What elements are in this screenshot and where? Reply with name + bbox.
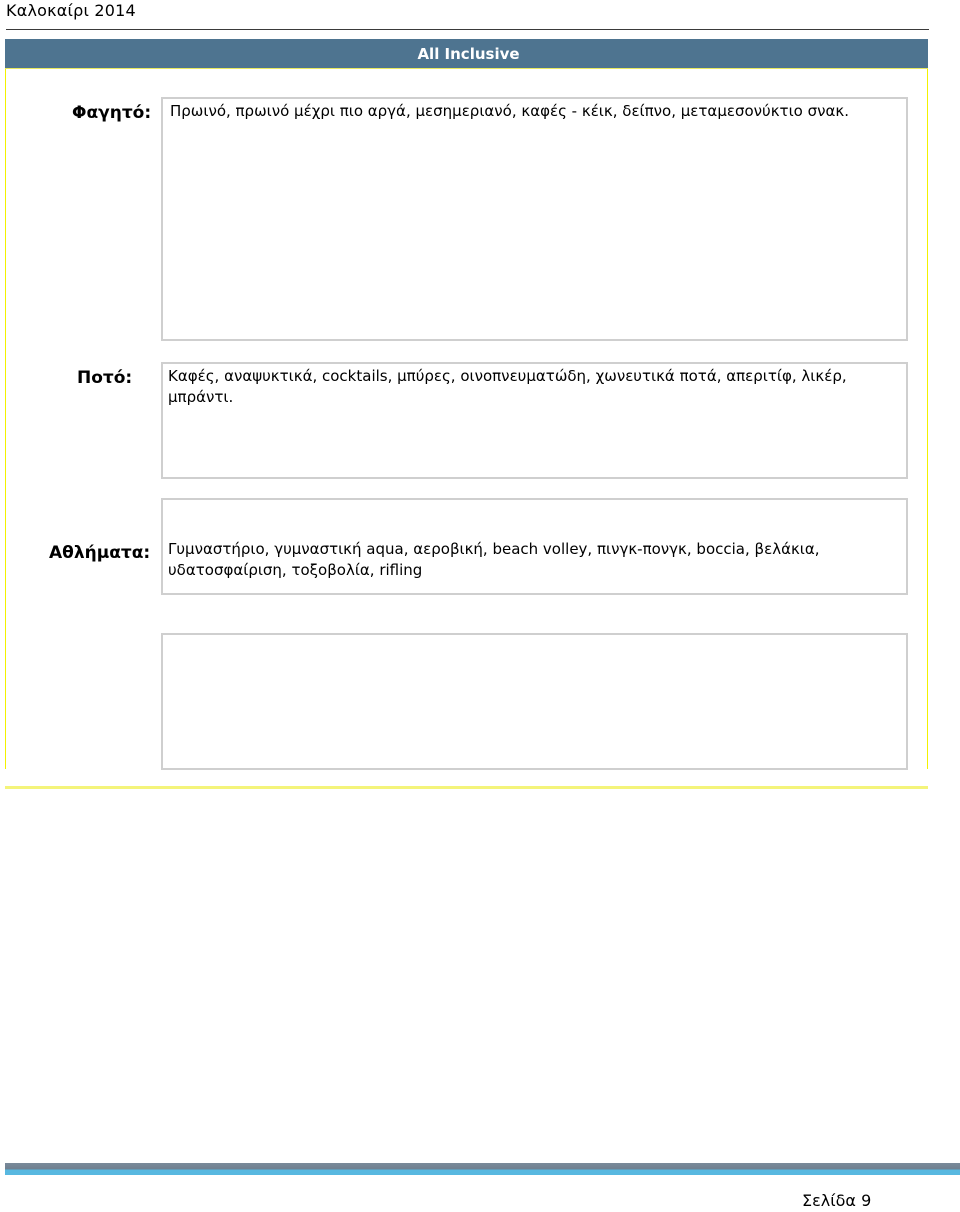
sports-value: Γυμναστήριο, γυμναστική aqua, αεροβική, beach volley, πινγκ-πονγκ, boccia, βελάκια, υδατοσφαίριση, τοξοβολία, rifling [168,540,820,579]
sports-field [161,498,908,595]
section-title: All Inclusive [417,45,520,63]
running-header-title: Καλοκαίρι 2014 [6,1,136,20]
drink-label: Ποτό: [77,368,133,388]
section-frame-bottom-rule [5,786,928,789]
extra-field [161,633,908,770]
food-label: Φαγητό: [72,103,152,123]
food-value: Πρωινό, πρωινό μέχρι πιο αργά, μεσημεριανό, καφές - κέικ, δείπνο, μεταμεσονύκτιο σνακ. [170,102,849,120]
header-rule [6,29,929,30]
page-number: Σελίδα 9 [802,1191,872,1210]
food-field [161,97,908,341]
section-title-bar [5,39,928,69]
footer-band [5,1163,960,1175]
drink-field [161,362,908,479]
sports-label: Αθλήματα: [49,543,151,563]
drink-value: Καφές, αναψυκτικά, cocktails, μπύρες, οινοπνευματώδη, χωνευτικά ποτά, απεριτίφ, λικέρ, μπράντι. [168,367,847,406]
